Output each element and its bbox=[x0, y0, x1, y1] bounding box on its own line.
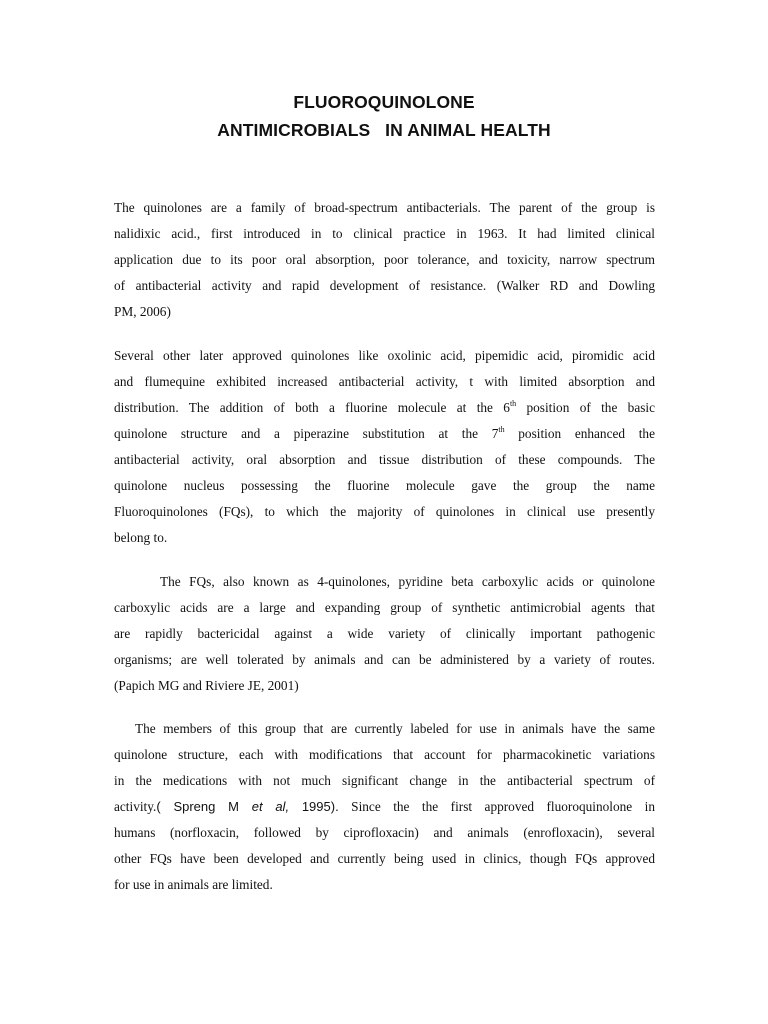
paragraph-line: other FQs have been developed and currently being used in clinics, though FQs approved bbox=[114, 851, 655, 866]
superscript: th bbox=[509, 399, 517, 408]
paragraph-line: humans (norfloxacin, followed by ciprofloxacin) and animals (enrofloxacin), several bbox=[114, 825, 655, 840]
document-title-line-1: FLUOROQUINOLONE bbox=[293, 92, 475, 112]
text-segment: position of the basic bbox=[516, 400, 656, 415]
citation-year: 1995). bbox=[289, 799, 339, 814]
citation bbox=[156, 799, 338, 814]
citation-author: ( Spreng M bbox=[156, 799, 252, 814]
paragraph-line: application due to its poor oral absorption, poor tolerance, and toxicity, narrow spectrum bbox=[114, 252, 655, 267]
text-segment: activity. bbox=[114, 799, 157, 814]
paragraph-line: quinolone structure, each with modifications that account for pharmacokinetic variations bbox=[114, 747, 655, 762]
text-segment: distribution. The addition of both a fluorine molecule at the 6 bbox=[114, 400, 510, 415]
paragraph-line: and flumequine exhibited increased antibacterial activity, t with limited absorption and bbox=[114, 374, 655, 389]
paragraph-later-quinolones bbox=[114, 343, 655, 551]
paragraph-line: are rapidly bactericidal against a wide variety of clinically important pathogenic bbox=[114, 626, 655, 641]
paragraph-line: of antibacterial activity and rapid development of resistance. (Walker RD and Dowling bbox=[114, 278, 655, 293]
paragraph-line: in the medications with not much significant change in the antibacterial spectrum of bbox=[114, 773, 655, 788]
text-segment: position enhanced the bbox=[504, 426, 655, 441]
paragraph-fqs-definition bbox=[114, 569, 655, 699]
paragraph-line: for use in animals are limited. bbox=[114, 877, 273, 892]
paragraph-line bbox=[114, 395, 655, 421]
paragraph-line: quinolone nucleus possessing the fluorine molecule gave the group the name bbox=[114, 478, 655, 493]
paragraph-line: The FQs, also known as 4-quinolones, pyridine beta carboxylic acids or quinolone bbox=[160, 574, 655, 589]
paragraph-quinolones-intro bbox=[114, 195, 655, 325]
superscript: th bbox=[498, 425, 505, 434]
paragraph-line: (Papich MG and Riviere JE, 2001) bbox=[114, 678, 299, 693]
document-title-line-2: ANTIMICROBIALS IN ANIMAL HEALTH bbox=[217, 120, 551, 140]
text-segment: quinolone structure and a piperazine substitution at the 7 bbox=[114, 426, 499, 441]
paragraph-line: Several other later approved quinolones like oxolinic acid, pipemidic acid, piromidic acid bbox=[114, 348, 655, 363]
paragraph-line bbox=[114, 421, 655, 447]
citation-et-al: et al, bbox=[251, 799, 290, 814]
paragraph-animal-use bbox=[114, 716, 655, 898]
text-segment: Since the the first approved fluoroquinolone in bbox=[338, 799, 655, 814]
paragraph-line: PM, 2006) bbox=[114, 304, 171, 319]
paragraph-line: antibacterial activity, oral absorption and tissue distribution of these compounds. The bbox=[114, 452, 655, 467]
paragraph-line: The members of this group that are currently labeled for use in animals have the same bbox=[135, 721, 655, 736]
paragraph-line: belong to. bbox=[114, 530, 168, 545]
paragraph-line: carboxylic acids are a large and expanding group of synthetic antimicrobial agents that bbox=[114, 600, 655, 615]
paragraph-line: The quinolones are a family of broad-spectrum antibacterials. The parent of the group is bbox=[114, 200, 655, 215]
paragraph-line: Fluoroquinolones (FQs), to which the majority of quinolones in clinical use presently bbox=[114, 504, 655, 519]
paragraph-line: nalidixic acid., first introduced in to clinical practice in 1963. It had limited clinical bbox=[114, 226, 655, 241]
paragraph-line: organisms; are well tolerated by animals and can be administered by a variety of routes. bbox=[114, 652, 655, 667]
paragraph-line bbox=[114, 794, 655, 820]
